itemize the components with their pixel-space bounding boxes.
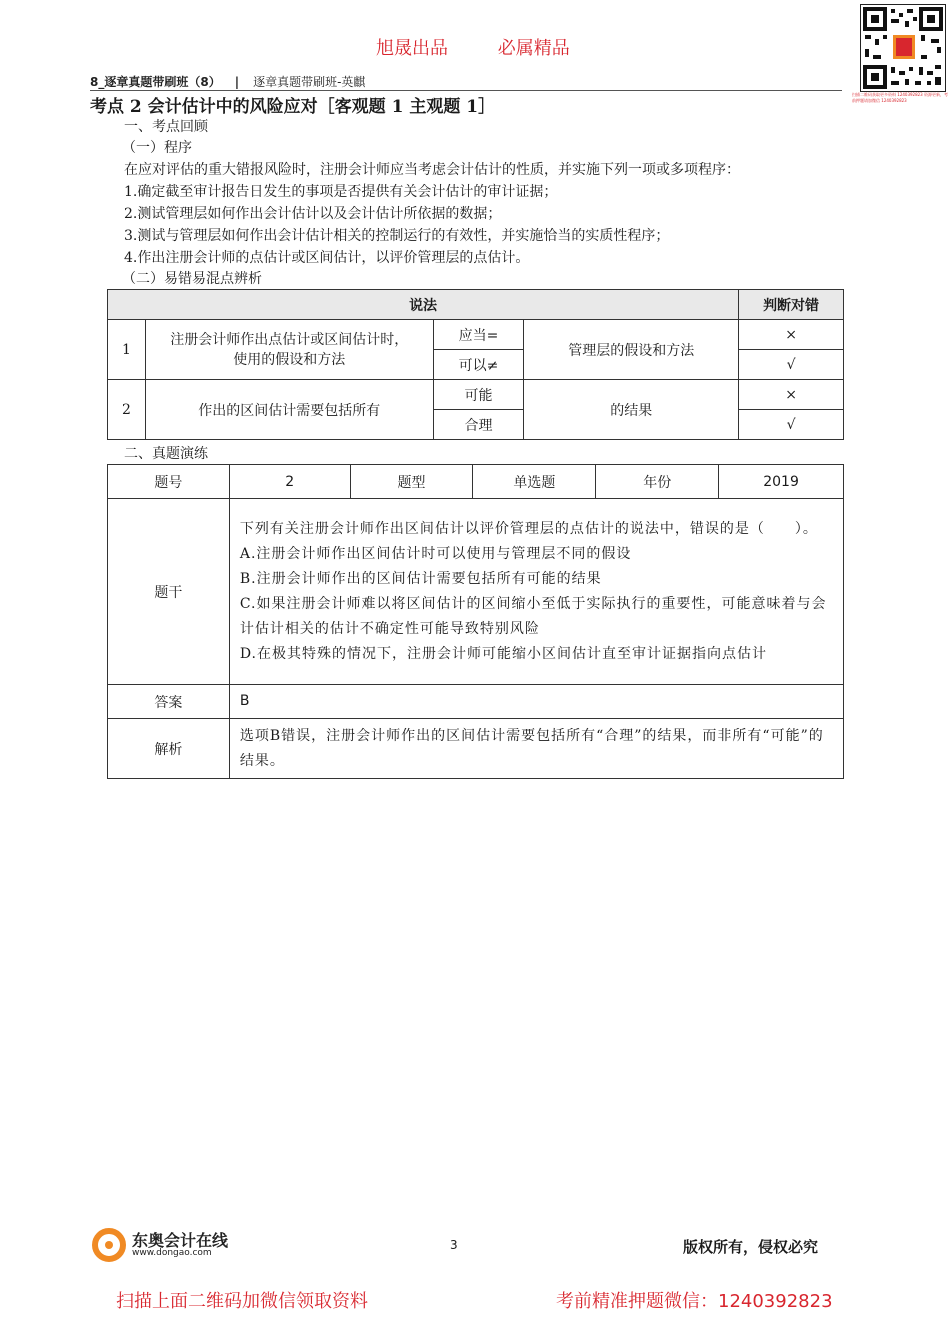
logo-circle-icon <box>92 1228 126 1262</box>
option-c: C.如果注册会计师难以将区间估计的区间缩小至低于实际执行的重要性，可能意味着与会计估计相关的估计不确定性可能导致特别风险 <box>239 595 827 637</box>
row-number: 1 <box>108 320 146 380</box>
header-divider <box>90 90 842 91</box>
judgement-mark: √ <box>739 410 844 440</box>
stem-question: 下列有关注册会计师作出区间估计以评价管理层的点估计的说法中，错误的是（ ）。 <box>239 520 818 537</box>
page-number: 3 <box>450 1238 458 1252</box>
qr-caption: 扫描二维码获取更多资料 1240392823 资源更新，考前押题请加微信 1240392823 <box>852 92 948 103</box>
procedure-step-2: 2.测试管理层如何作出会计估计以及会计估计所依据的数据； <box>124 206 502 222</box>
logo-name: 东奥会计在线 <box>132 1231 229 1250</box>
wechat-note-right: 考前精准押题微信：1240392823 <box>556 1291 833 1312</box>
row-number: 2 <box>108 380 146 440</box>
exam-question-table <box>107 464 844 779</box>
label-stem: 题干 <box>108 499 230 685</box>
section-heading-practice: 二、真题演练 <box>124 446 208 462</box>
procedure-intro: 在应对评估的重大错报风险时，注册会计师应当考虑会计估计的性质，并实施下列一项或多项程序： <box>124 162 740 178</box>
option-b: B.注册会计师作出的区间估计需要包括所有可能的结果 <box>239 570 602 587</box>
course-subtitle: 逐章真题带刷班-英麒 <box>253 75 366 89</box>
header-judgement: 判断对错 <box>739 290 844 320</box>
subheading-distinction: （二）易错易混点辨析 <box>122 271 262 287</box>
section-heading-review: 一、考点回顾 <box>124 119 208 135</box>
wechat-note-left: 扫描上面二维码加微信领取资料 <box>116 1291 368 1312</box>
judgement-mark: × <box>739 380 844 410</box>
option-d: D.在极其特殊的情况下，注册会计师可能缩小区间估计直至审计证据指向点估计 <box>239 645 768 662</box>
judgement-mark: × <box>739 320 844 350</box>
brand-left: 旭晟出品 <box>376 38 448 59</box>
statement-text: 作出的区间估计需要包括所有 <box>145 380 433 440</box>
header-statement: 说法 <box>108 290 739 320</box>
procedure-step-3: 3.测试与管理层如何作出会计估计相关的控制运行的有效性，并实施恰当的实质性程序； <box>124 228 670 244</box>
statement-object: 管理层的假设和方法 <box>524 320 739 380</box>
answer-value: B <box>229 685 843 719</box>
option-cell: 可能 <box>433 380 524 410</box>
analysis-text: 选项B错误，注册会计师作出的区间估计需要包括所有“合理”的结果，而非所有“可能”的结果。 <box>229 719 843 779</box>
statement-text: 注册会计师作出点估计或区间估计时，使用的假设和方法 <box>145 320 433 380</box>
option-cell: 合理 <box>433 410 524 440</box>
label-question-number: 题号 <box>108 465 230 499</box>
logo-url: www.dongao.com <box>132 1248 212 1258</box>
header-separator: | <box>234 75 240 89</box>
statement-object: 的结果 <box>524 380 739 440</box>
copyright-notice: 版权所有，侵权必究 <box>683 1238 819 1256</box>
qr-code-image[interactable] <box>860 4 946 92</box>
distinction-table <box>107 289 844 440</box>
brand-right: 必属精品 <box>497 38 570 59</box>
label-year: 年份 <box>596 465 719 499</box>
question-number: 2 <box>229 465 350 499</box>
label-answer: 答案 <box>108 685 230 719</box>
running-header <box>90 73 365 90</box>
page-title: 考点 2 会计估计中的风险应对［客观题 1 主观题 1］ <box>90 97 496 117</box>
judgement-mark: √ <box>739 350 844 380</box>
brand-banner <box>376 34 614 60</box>
label-analysis: 解析 <box>108 719 230 779</box>
procedure-step-4: 4.作出注册会计师的点估计或区间估计，以评价管理层的点估计。 <box>124 250 530 266</box>
question-type: 单选题 <box>473 465 596 499</box>
subheading-procedure: （一）程序 <box>122 140 192 156</box>
course-name: 8_逐章真题带刷班（8） <box>90 75 221 89</box>
qr-code-icon <box>861 5 945 91</box>
question-year: 2019 <box>719 465 844 499</box>
option-cell: 应当= <box>433 320 524 350</box>
label-question-type: 题型 <box>350 465 473 499</box>
option-cell: 可以≠ <box>433 350 524 380</box>
question-stem <box>229 499 843 685</box>
procedure-step-1: 1.确定截至审计报告日发生的事项是否提供有关会计估计的审计证据； <box>124 184 558 200</box>
option-a: A.注册会计师作出区间估计时可以使用与管理层不同的假设 <box>239 545 632 562</box>
